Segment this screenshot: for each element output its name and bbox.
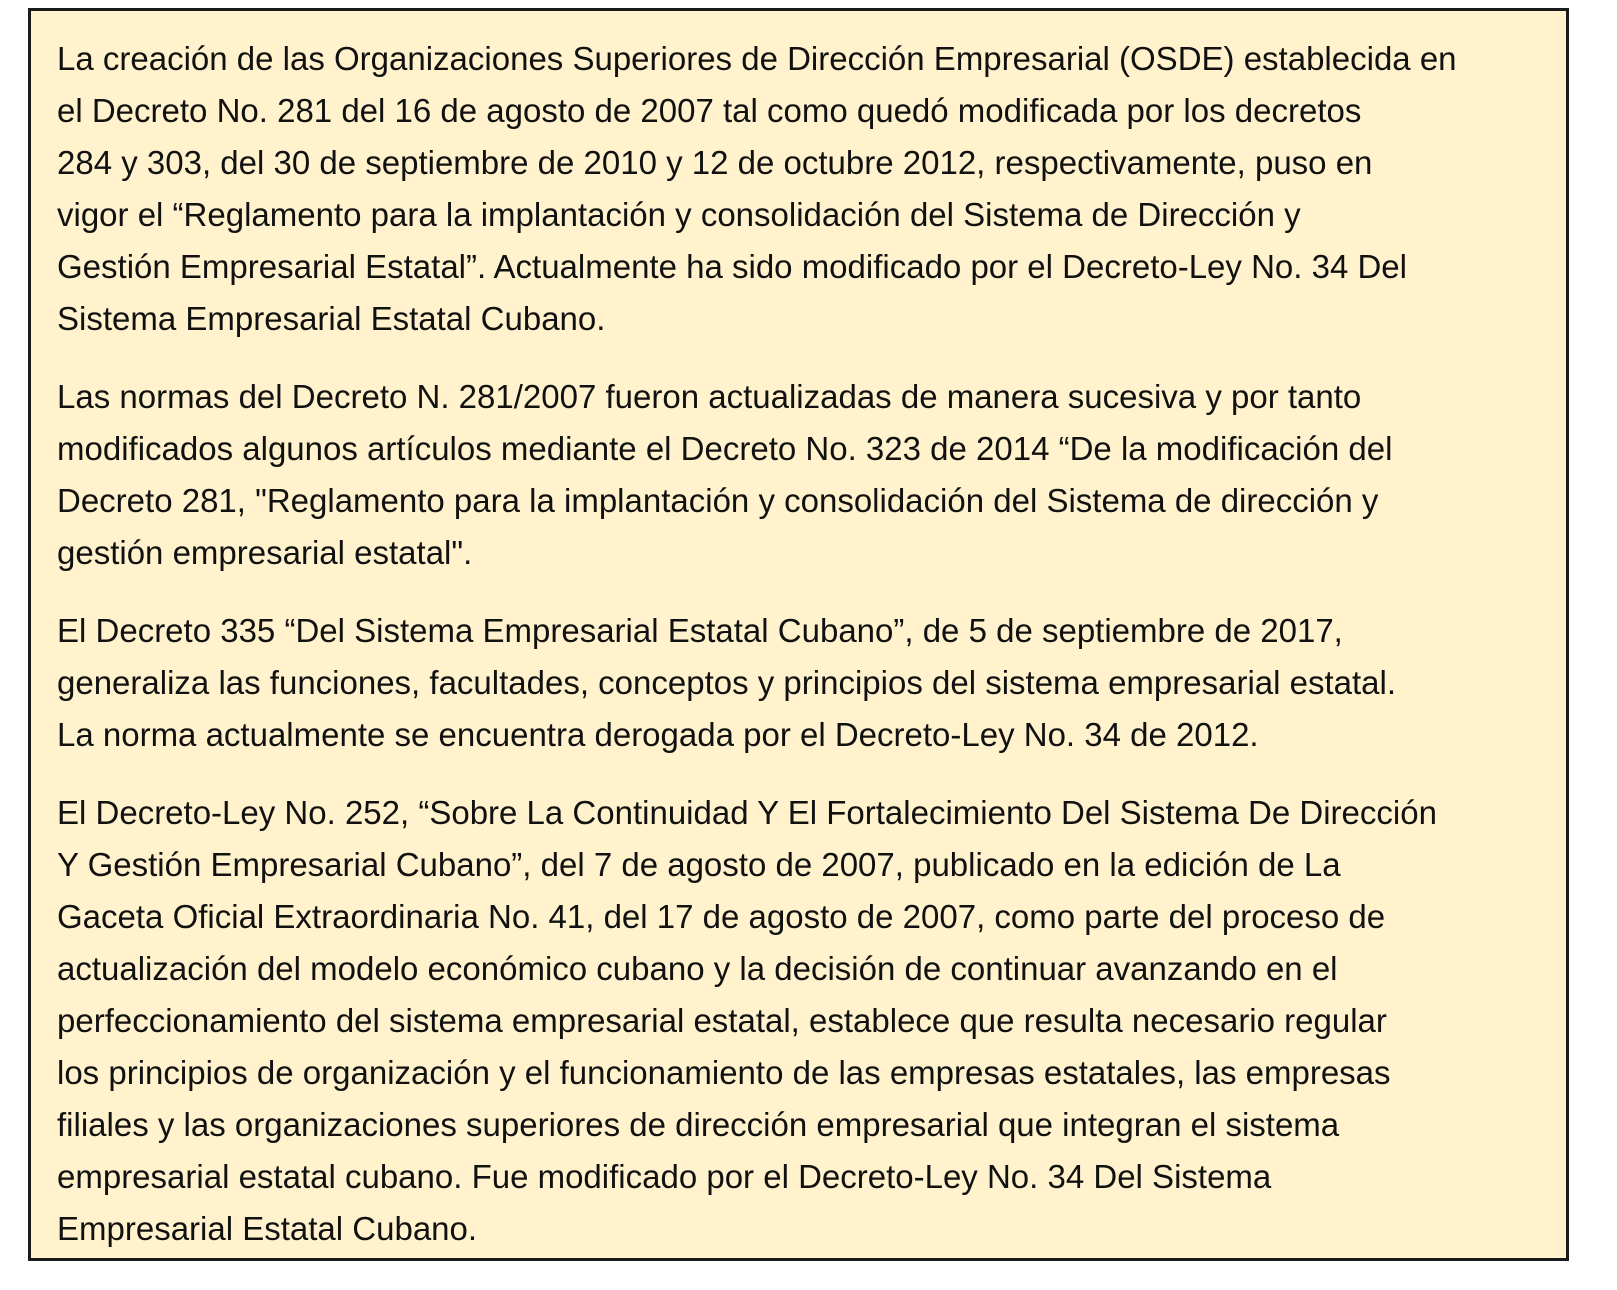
paragraph-osde-creation [57, 33, 1540, 345]
text-line: el Decreto No. 281 del 16 de agosto de 2007 tal como quedó modificada por los decretos [57, 92, 1362, 129]
text-line: La norma actualmente se encuentra derogada por el Decreto-Ley No. 34 de 2012. [57, 716, 1259, 753]
text-line: Y Gestión Empresarial Cubano”, del 7 de agosto de 2007, publicado en la edición de La [57, 846, 1341, 883]
text-line: perfeccionamiento del sistema empresarial estatal, establece que resulta necesario regular [57, 1002, 1387, 1039]
text-line: filiales y las organizaciones superiores de dirección empresarial que integran el sistema [57, 1106, 1340, 1143]
text-line: generaliza las funciones, facultades, conceptos y principios del sistema empresarial estatal. [57, 664, 1397, 701]
text-line: 284 y 303, del 30 de septiembre de 2010 y 12 de octubre 2012, respectivamente, puso en [57, 144, 1373, 181]
text-line: empresarial estatal cubano. Fue modificado por el Decreto-Ley No. 34 Del Sistema [57, 1158, 1272, 1195]
text-line: gestión empresarial estatal". [57, 534, 473, 571]
text-line: Empresarial Estatal Cubano. [57, 1210, 478, 1247]
text-line: Gestión Empresarial Estatal”. Actualmente ha sido modificado por el Decreto-Ley No. 34 Del [57, 248, 1407, 285]
text-line: los principios de organización y el funcionamiento de las empresas estatales, las empresas [57, 1054, 1391, 1091]
text-line: El Decreto-Ley No. 252, “Sobre La Continuidad Y El Fortalecimiento Del Sistema De Dirección [57, 794, 1437, 831]
text-line: El Decreto 335 “Del Sistema Empresarial Estatal Cubano”, de 5 de septiembre de 2017, [57, 612, 1343, 649]
text-line: La creación de las Organizaciones Superiores de Dirección Empresarial (OSDE) establecida en [57, 40, 1457, 77]
paragraph-decreto-281-updates [57, 371, 1540, 579]
text-line: Sistema Empresarial Estatal Cubano. [57, 300, 606, 337]
text-line: Las normas del Decreto N. 281/2007 fueron actualizadas de manera sucesiva y por tanto [57, 378, 1362, 415]
text-line: Gaceta Oficial Extraordinaria No. 41, del 17 de agosto de 2007, como parte del proceso de [57, 898, 1386, 935]
text-line: modificados algunos artículos mediante el Decreto No. 323 de 2014 “De la modificación del [57, 430, 1393, 467]
paragraph-decreto-ley-252 [57, 787, 1540, 1255]
paragraph-decreto-335 [57, 605, 1540, 761]
text-line: Decreto 281, "Reglamento para la implantación y consolidación del Sistema de dirección y [57, 482, 1379, 519]
text-line: vigor el “Reglamento para la implantación y consolidación del Sistema de Dirección y [57, 196, 1301, 233]
text-line: actualización del modelo económico cubano y la decisión de continuar avanzando en el [57, 950, 1338, 987]
document-text-box [28, 8, 1569, 1261]
